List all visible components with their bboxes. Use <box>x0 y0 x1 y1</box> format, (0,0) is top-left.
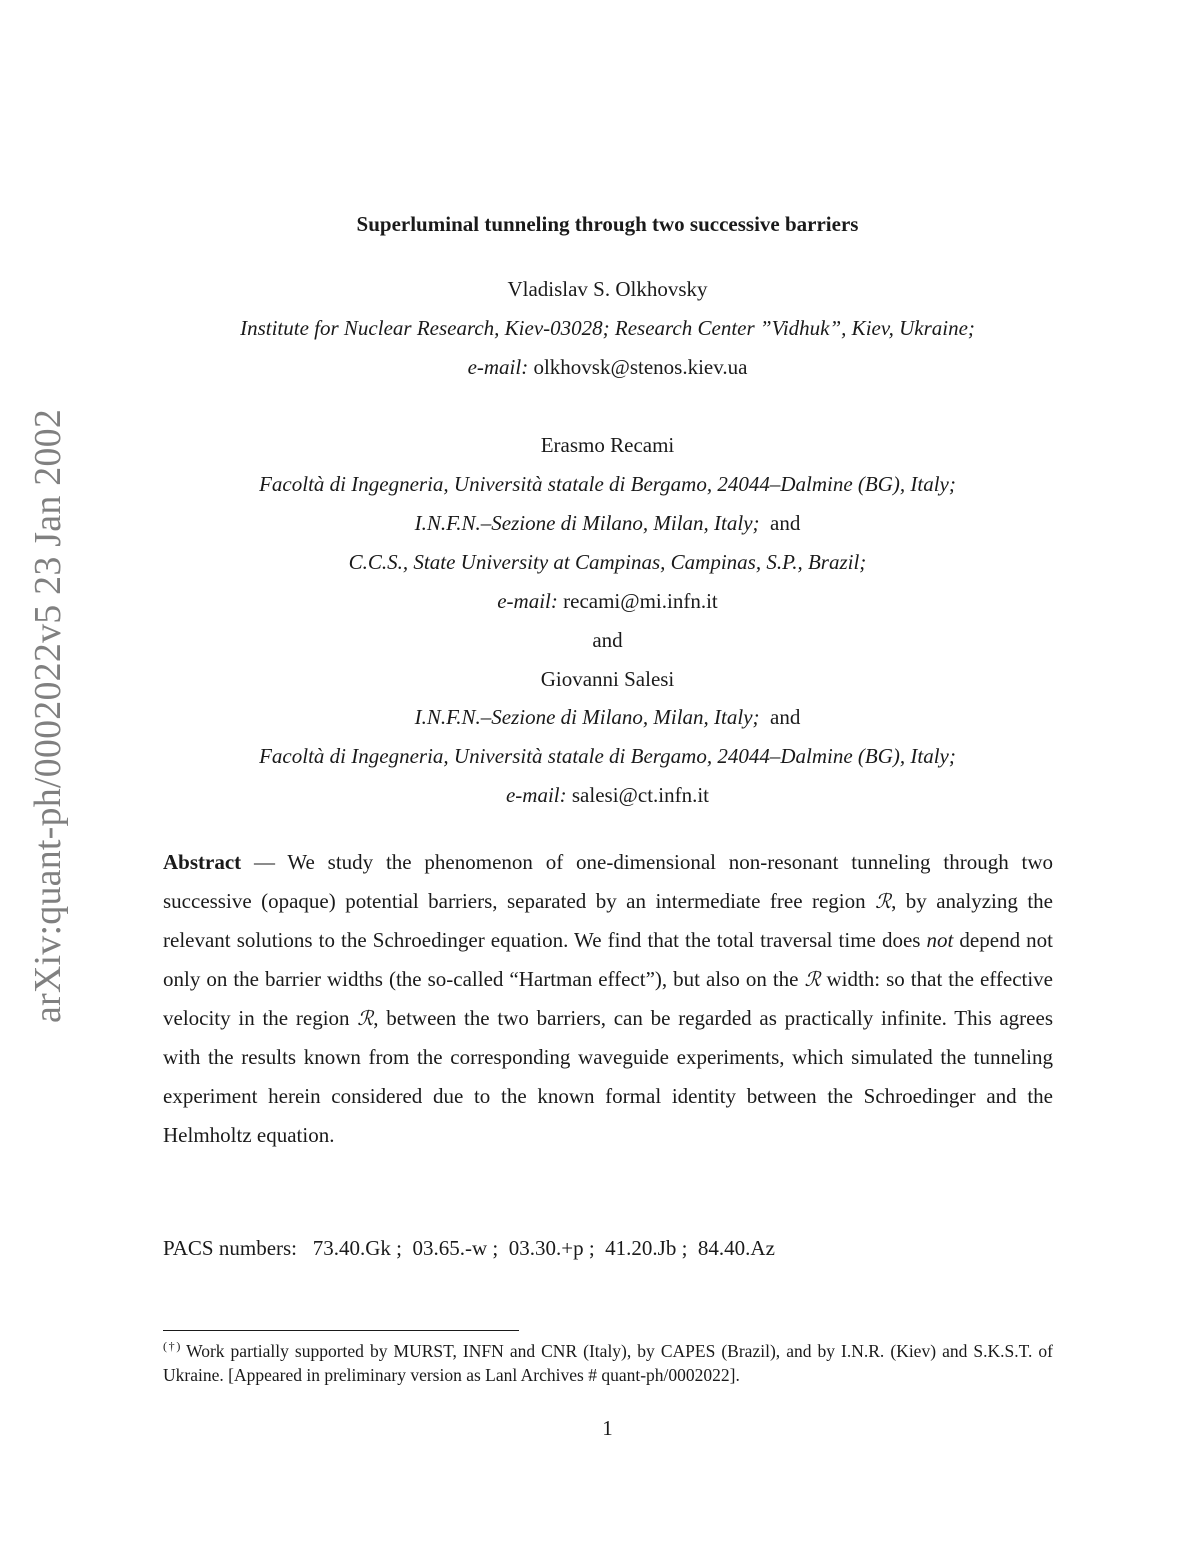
footnote-divider <box>163 1330 519 1331</box>
author-email: recami@mi.infn.it <box>563 589 718 613</box>
email-label: e-mail: <box>467 355 529 379</box>
region-symbol: ℛ <box>804 967 821 991</box>
abstract-text: depend not only on the barrier widths (the so-called “Hartman effect”), but also on the <box>163 928 1053 991</box>
author-affiliation: C.C.S., State University at Campinas, Campinas, S.P., Brazil; <box>348 550 867 574</box>
arxiv-identifier-text: arXiv:quant-ph/0002022v5 23 Jan 2002 <box>27 408 69 1024</box>
abstract-emphasis: not <box>926 928 954 952</box>
author-name-recami: Erasmo Recami <box>540 433 675 457</box>
paper-title: Superluminal tunneling through two successive barriers <box>356 212 859 236</box>
page-number: 1 <box>602 1416 613 1440</box>
affiliation-conjunction: and <box>770 511 801 535</box>
author-name-olkhovsky: Vladislav S. Olkhovsky <box>507 277 708 301</box>
region-symbol: ℛ <box>875 889 892 913</box>
author-affiliation: I.N.F.N.–Sezione di Milano, Milan, Italy; <box>414 511 760 535</box>
affiliation-conjunction: and <box>770 705 801 729</box>
author-affiliation-line <box>0 511 1200 536</box>
abstract-text: width: so that the effective velocity in the region <box>163 967 1053 1030</box>
abstract-text: , between the two barriers, can be regarded as practically infinite. This agrees with the results known from the corresponding waveguide experiments, which simulated the tunneling experiment herein considered due to the known formal identity between the Schroedinger and the Helmholtz equation. <box>163 1006 1053 1147</box>
email-label: e-mail: <box>505 783 567 807</box>
author-name-salesi: Giovanni Salesi <box>540 667 675 691</box>
author-affiliation: I.N.F.N.–Sezione di Milano, Milan, Italy; <box>414 705 760 729</box>
abstract-label: Abstract <box>163 850 242 874</box>
footnote-marker: (†) <box>163 1339 181 1353</box>
author-affiliation-line <box>0 705 1200 730</box>
footnote <box>163 1334 1053 1387</box>
region-symbol: ℛ <box>357 1006 374 1030</box>
author-email-line <box>0 355 1200 380</box>
author-affiliation: Facoltà di Ingegneria, Università statale di Bergamo, 24044–Dalmine (BG), Italy; <box>259 472 956 496</box>
abstract-dash: — <box>241 850 288 874</box>
footnote-text: Work partially supported by MURST, INFN and CNR (Italy), by CAPES (Brazil), and by I.N.R. (Kiev) and S.K.S.T. of Ukraine. [Appeared in preliminary version as Lanl Archives # quant-ph/0002022]. <box>163 1340 1053 1385</box>
abstract-text: We study the phenomenon of one-dimensional non-resonant tunneling through two successive (opaque) potential barriers, separated by an intermediate free region <box>163 850 1053 913</box>
email-label: e-mail: <box>497 589 558 613</box>
pacs-numbers: PACS numbers: 73.40.Gk ; 03.65.-w ; 03.30.+p ; 41.20.Jb ; 84.40.Az <box>163 1236 775 1260</box>
author-email-line <box>0 783 1200 808</box>
abstract-paragraph <box>163 843 1053 1155</box>
author-email: salesi@ct.infn.it <box>571 783 710 807</box>
author-email-line <box>0 589 1200 614</box>
author-affiliation: Facoltà di Ingegneria, Università statale di Bergamo, 24044–Dalmine (BG), Italy; <box>259 744 956 768</box>
author-affiliation: Institute for Nuclear Research, Kiev-03028; Research Center ”Vidhuk”, Kiev, Ukraine; <box>240 316 975 340</box>
author-separator: and <box>592 628 623 652</box>
abstract-text: , by analyzing the relevant solutions to the Schroedinger equation. We find that the total traversal time does <box>163 889 1053 952</box>
author-email: olkhovsk@stenos.kiev.ua <box>533 355 748 379</box>
